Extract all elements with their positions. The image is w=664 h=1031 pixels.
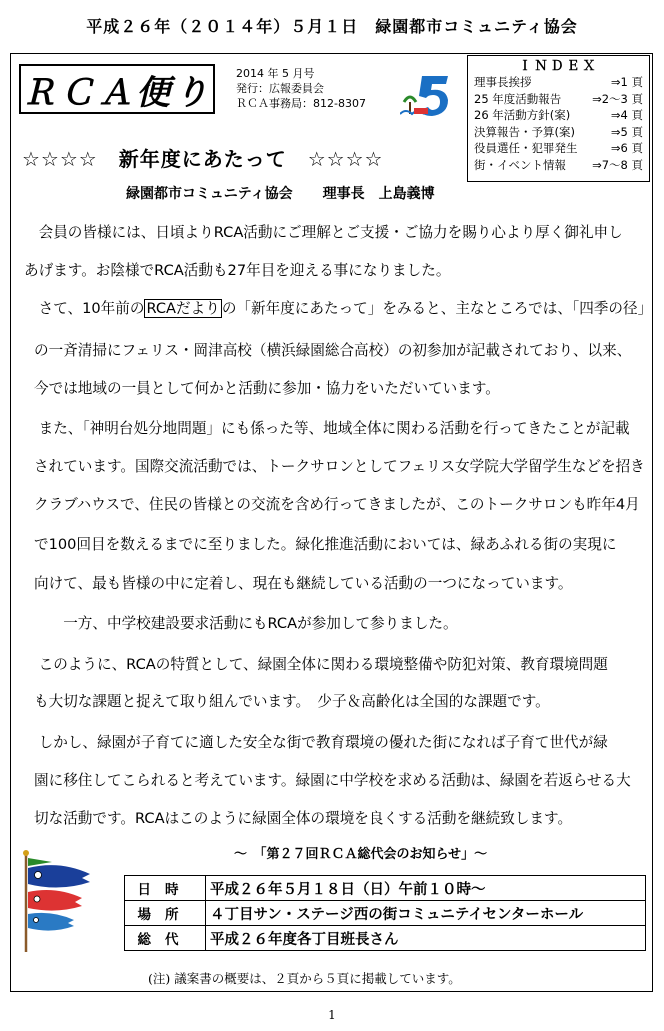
schedule-label: 場所 (125, 901, 206, 926)
index-item (474, 157, 643, 174)
schedule-label: 総代 (125, 926, 206, 951)
index-item-page: ⇒5 頁 (610, 124, 643, 139)
body-line: で100回目を数えるまでに至りました。緑化推進活動においては、緑あふれる街の実現に (34, 536, 617, 553)
index-item-page: ⇒4 頁 (610, 108, 643, 123)
index-item-page: ⇒1 頁 (610, 75, 643, 89)
index-item-page: ⇒7〜8 頁 (592, 157, 643, 172)
rca-dayori-highlight: RCAだより (146, 300, 220, 317)
body-line: されています。国際交流活動では、トークサロンとしてフェリス女学院大学留学生などを招き (34, 458, 645, 475)
rca-emblem-icon (400, 72, 452, 118)
agenda-note: (注) 議案書の概要は、２頁から５頁に掲載しています。 (148, 971, 461, 986)
index-item (474, 124, 643, 141)
index-item (474, 107, 643, 124)
schedule-value: 平成２６年５月１８日（日）午前１０時〜 (206, 876, 646, 901)
body-line: の一斉清掃にフェリス・岡津高校（横浜緑園総合高校）の初参加が記載されており、以来、 (34, 342, 632, 359)
index-item-page: ⇒2〜3 頁 (592, 91, 643, 106)
body-line: しかし、緑園が子育てに適した安全な街で教育環境の優れた街になれば子育て世代が緑 (24, 734, 608, 751)
index-item (474, 74, 643, 91)
index-item-label: 街・イベント情報 (474, 157, 566, 172)
logo-text: ＲＣＡ便り (22, 73, 212, 112)
article-title: ☆☆☆☆ 新年度にあたって ☆☆☆☆ (22, 147, 384, 171)
body-line: このように、RCAの特質として、緑園全体に関わる環境整備や防犯対策、教育環境問題 (24, 656, 608, 673)
notice-title: 〜 「第２７回ＲＣＡ総代会のお知らせ」〜 (234, 847, 488, 862)
article-byline (126, 183, 435, 203)
office-label: ＲＣＡ事務局：812-8307 (236, 97, 366, 110)
body-line: 今では地域の一員として何かと活動に参加・協力をいただいています。 (34, 380, 500, 397)
index-item-label: 役員選任・犯罪発生 (474, 141, 578, 156)
body-line: あげます。お陰様でRCA活動も27年目を迎える事になりました。 (24, 262, 451, 279)
schedule-label: 日時 (125, 876, 206, 901)
issue-date-header: 平成２６年（２０１４年）５月１日 緑園都市コミュニティ協会 (86, 17, 578, 36)
page-number: 1 (328, 1008, 336, 1022)
body-line: 一方、中学校建設要求活動にもRCAが参加して参りました。 (34, 615, 458, 632)
index-item (474, 140, 643, 157)
table-row (125, 876, 646, 901)
index-item-label: 決算報告・予算(案) (474, 124, 575, 139)
body-line: また、「神明台処分地問題」にも係った等、地域全体に関わる活動を行ってきたことが記載 (24, 420, 630, 437)
body-line: クラブハウスで、住民の皆様との交流を含め行ってきましたが、このトークサロンも昨年4月 (34, 496, 640, 513)
index-title: ＩＮＤＥＸ (518, 58, 599, 73)
body-line: も大切な課題と捉えて取り組んでいます。 少子＆高齢化は全国的な課題です。 (34, 693, 550, 710)
index-item-label: 26 年活動方針(案) (474, 108, 571, 123)
body-line: さて、10年前の RCAだより の「新年度にあたって」をみると、主なところでは、「四季の径」 (24, 300, 653, 317)
index-box (467, 55, 650, 182)
index-item (474, 91, 643, 108)
issue-label: 2014 年 5 月号 (236, 67, 315, 80)
table-row (125, 926, 646, 951)
meeting-schedule-table (124, 875, 646, 951)
publisher-label: 発行：広報委員会 (236, 82, 324, 95)
body-line: 向けて、最も皆様の中に定着し、現在も継続している活動の一つになっています。 (34, 575, 573, 592)
body-line: 切な活動です。RCAはこのように緑園全体の環境を良くする活動を継続致します。 (34, 810, 573, 827)
index-item-label: 25 年度活動報告 (474, 91, 562, 106)
index-item-label: 理事長挨拶 (474, 75, 532, 89)
index-item-page: ⇒6 頁 (610, 141, 643, 156)
publication-info (236, 66, 366, 111)
schedule-value: ４丁目サン・ステージ西の街コミュニテイセンターホール (206, 901, 646, 926)
body-line: 園に移住してこられると考えています。緑園に中学校を求める活動は、緑園を若返らせる大 (34, 772, 631, 789)
author-name: 理事長 上島義博 (322, 186, 435, 202)
newsletter-logo (19, 64, 215, 114)
koinobori-icon (20, 848, 96, 954)
author-org: 緑園都市コミュニティ協会 (126, 186, 293, 202)
table-row (125, 901, 646, 926)
schedule-value: 平成２６年度各丁目班長さん (206, 926, 646, 951)
body-line: 会員の皆様には、日頃よりRCA活動にご理解とご支援・ご協力を賜り心より厚く御礼申し (24, 224, 623, 241)
